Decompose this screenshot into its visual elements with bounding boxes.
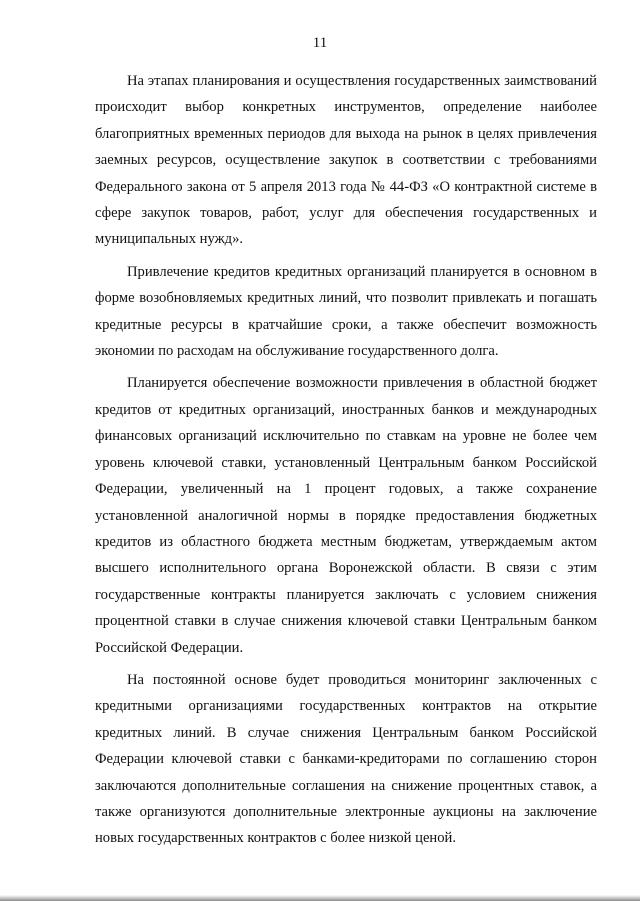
paragraph-key-rate: Планируется обеспечение возможности привлечения в областной бюджет кредитов от кредитных организаций, иностранных банков и международных финансовых организаций исключительно по ставкам на уровне не более чем уровень ключевой ставки, установленный Центральным банком Российской Федерации, увеличенный на 1 процент годовых, а также сохранение установленной аналогичной нормы в порядке предоставления бюджетных кредитов из областного бюджета местным бюджетам, утверждаемым актом высшего исполнительного органа Воронежской области. В связи с этим государственные контракты планируется заключать с условием снижения процентной ставки в случае снижения ключевой ставки Центральным банком Российской Федерации.	[95, 375, 597, 656]
paragraph-monitoring: На постоянной основе будет проводиться мониторинг заключенных с кредитными организациями государственных контрактов на открытие кредитных линий. В случае снижения Центральным банком Российской Федерации ключевой ставки с банками-кредиторами по соглашению сторон заключаются дополнительные соглашения на снижение процентных ставок, а также организуются дополнительные электронные аукционы на заключение новых государственных контрактов с более низкой ценой.	[95, 671, 597, 847]
paragraph-borrowing-stages: На этапах планирования и осуществления государственных заимствований происходит выбор конкретных инструментов, определение наиболее благоприятных временных периодов для выхода на рынок в целях привлечения заемных ресурсов, осуществление закупок в соответствии с требованиями Федерального закона от 5 апреля 2013 года № 44-ФЗ «О контрактной системе в сфере закупок товаров, работ, услуг для обеспечения государственных и муниципальных нужд».	[95, 73, 597, 248]
scan-bottom-edge	[0, 895, 640, 901]
paragraph-credit-lines: Привлечение кредитов кредитных организаций планируется в основном в форме возобновляемых кредитных линий, что позволит привлекать и погашать кредитные ресурсы в кратчайшие сроки, а также обеспечит возможность экономии по расходам на обслуживание государственного долга.	[95, 263, 597, 360]
page-number: 11	[312, 35, 328, 51]
body-text	[95, 68, 597, 852]
